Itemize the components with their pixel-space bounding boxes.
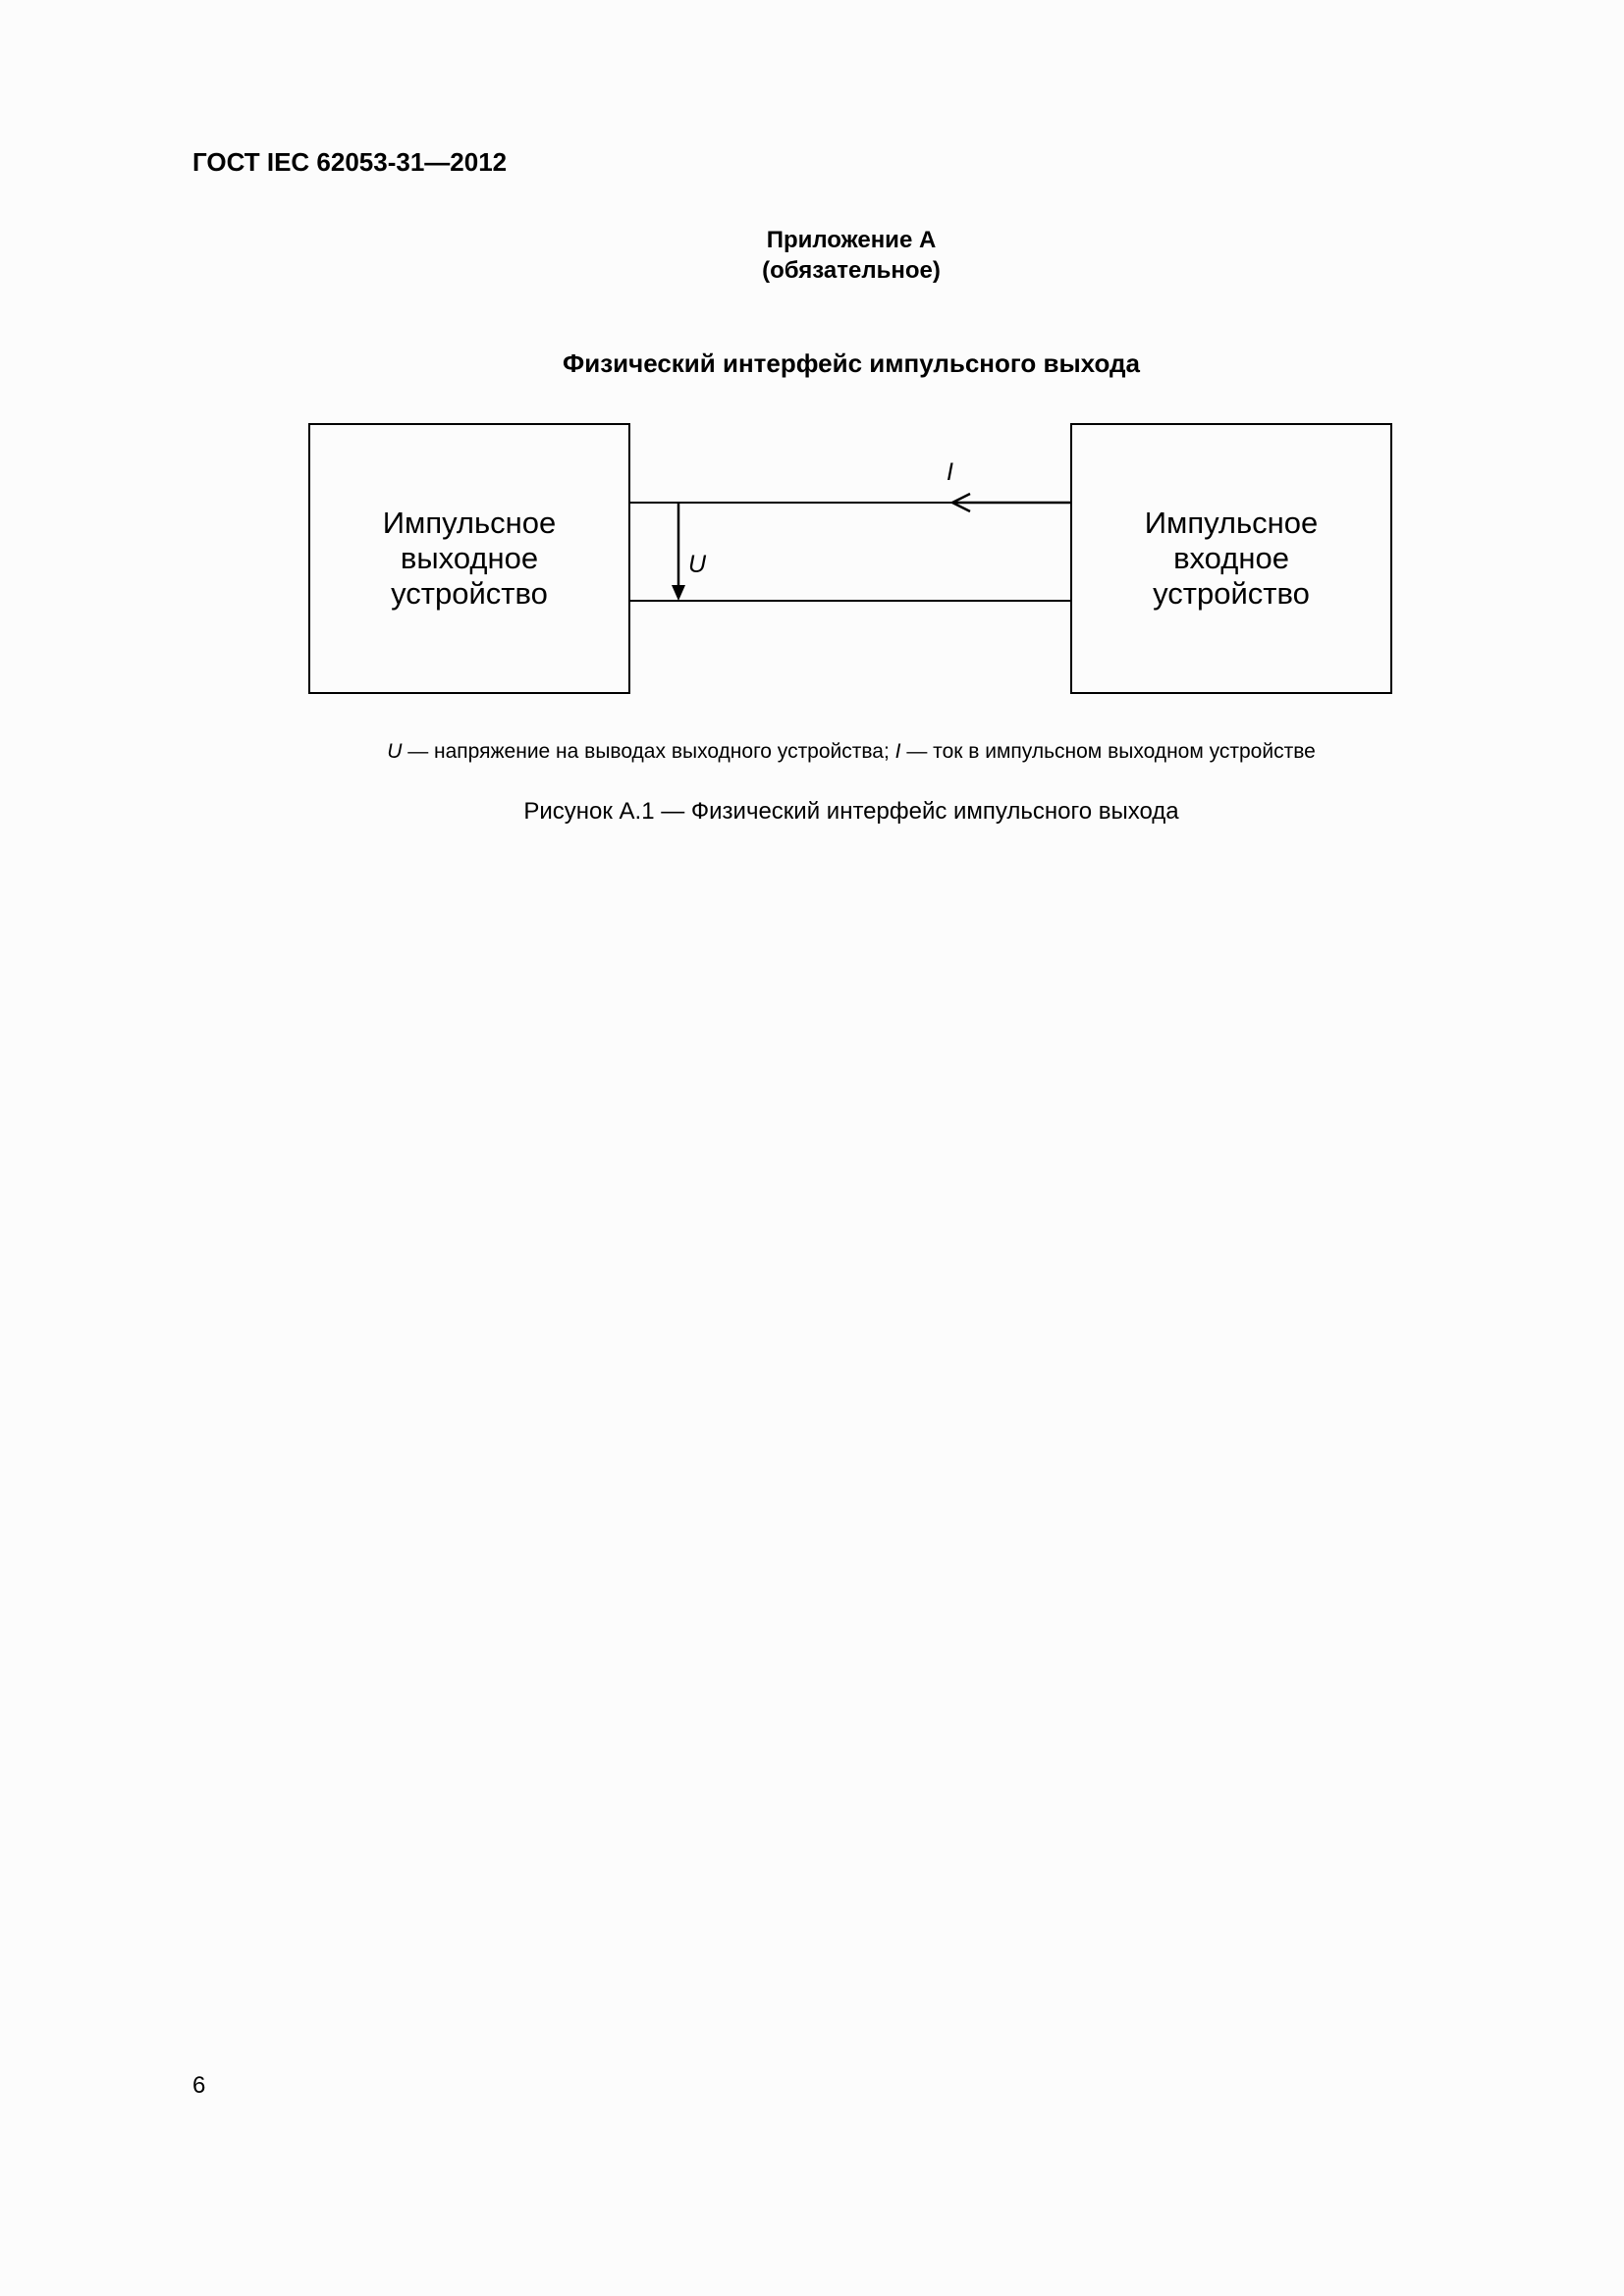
legend-i-text: — ток в импульсном выходном устройстве xyxy=(900,740,1316,763)
voltage-label: U xyxy=(688,551,707,578)
voltage-arrow-icon xyxy=(672,585,685,601)
figure-legend xyxy=(0,740,1624,764)
section-title: Физический интерфейс импульсного выхода xyxy=(563,348,1140,378)
output-device-label-line: Импульсное xyxy=(382,506,557,540)
output-device-label-line: выходное xyxy=(400,541,539,575)
input-device-label-line: Импульсное xyxy=(1144,506,1319,540)
legend-i-symbol: I xyxy=(894,740,901,763)
figure-caption: Рисунок А.1 — Физический интерфейс импульсного выхода xyxy=(523,798,1179,825)
input-device-label-line: входное xyxy=(1173,541,1289,575)
document-header: ГОСТ IEC 62053-31—2012 xyxy=(192,147,508,177)
legend-u-text: — напряжение на выводах выходного устройства; xyxy=(402,740,895,763)
input-device-label xyxy=(1071,506,1391,612)
appendix-title: Приложение А xyxy=(766,227,937,253)
current-arrow-icon xyxy=(952,494,970,511)
output-device-label xyxy=(309,506,629,612)
legend-u-symbol: U xyxy=(387,740,403,763)
appendix-status: (обязательное) xyxy=(762,257,941,284)
input-device-label-line: устройство xyxy=(1153,576,1310,611)
current-label: I xyxy=(947,458,953,486)
output-device-label-line: устройство xyxy=(391,576,548,611)
page-number: 6 xyxy=(192,2072,206,2099)
